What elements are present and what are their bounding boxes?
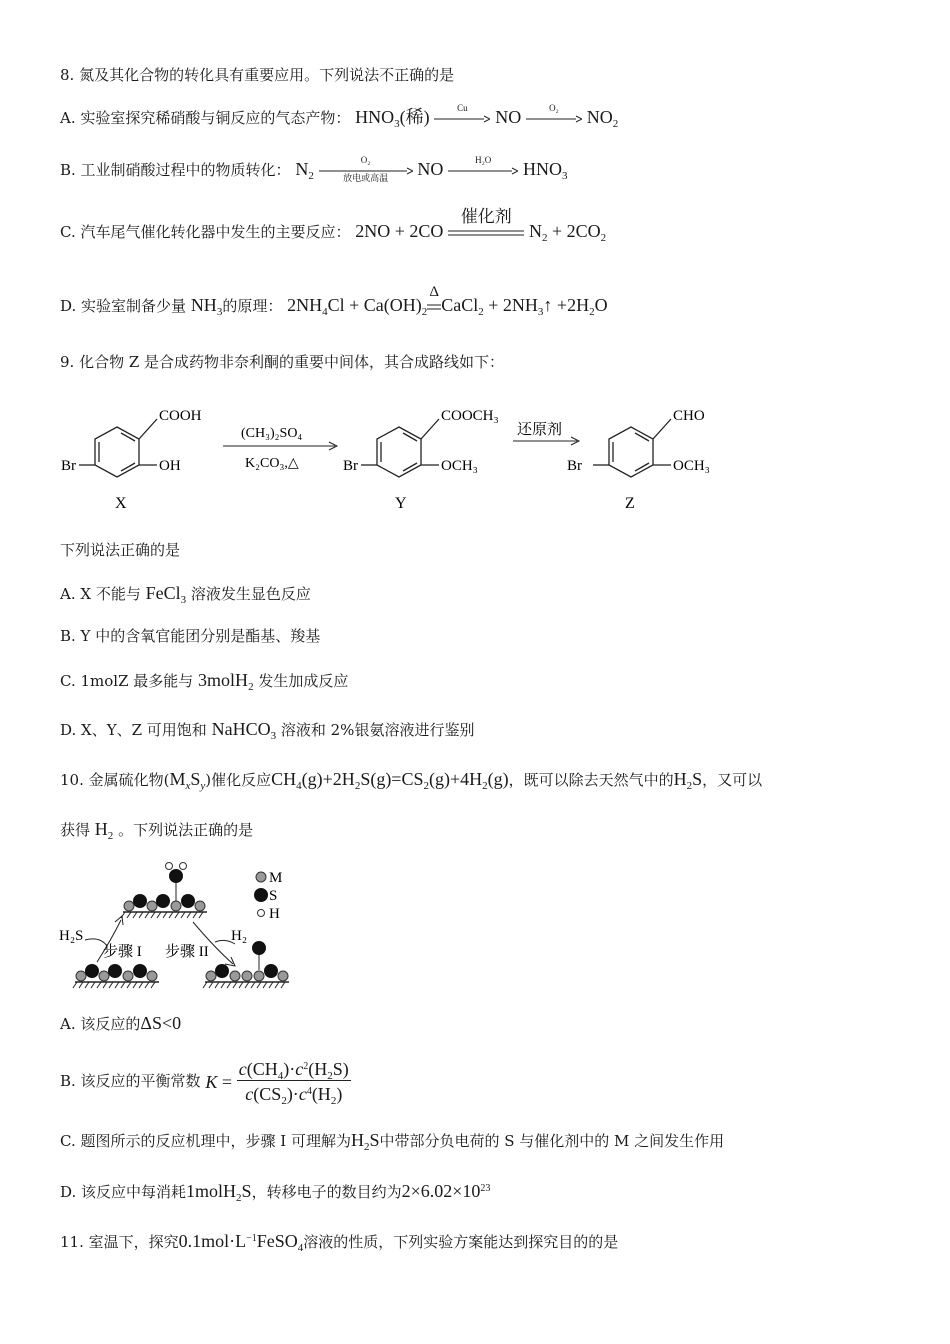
- arrow-o2: O₂: [526, 115, 582, 123]
- surface-left: [73, 964, 159, 988]
- q8-option-b: B. 工业制硝酸过程中的物质转化： $N_2$ O₂ 放电或高温 NO H₂O $HNO_3$: [60, 155, 568, 184]
- equal-heat: Δ: [429, 284, 440, 300]
- x-br: Br: [61, 458, 76, 474]
- q8-option-d: D. 实验室制备少量 $NH_3$的原理： $2NH_4Cl + Ca(OH)_2$ Δ CaCl$_2$ + $2NH_3↑ +2H_2O$: [60, 284, 608, 318]
- q10-option-a: A. 该反应的ΔS<0: [60, 1013, 182, 1033]
- catalyst-mechanism-diagram: [55, 858, 315, 998]
- compound-y-structure: [361, 419, 439, 477]
- q9-option-b: B. Y 中的含氧官能团分别是酯基、羧基: [60, 627, 321, 645]
- q10-option-d: D. 该反应中每消耗1molH$_2$S，转移电子的数目约为$2\times 6.02\times 10^{23}$: [60, 1181, 491, 1204]
- legend-m: M: [269, 870, 283, 886]
- step2-label: 步骤 II: [165, 944, 209, 960]
- q11-stem: 11. 室温下，探究$0.1mol\cdot L^{-1}FeSO_4$溶液的性质，下列实验方案能达到探究目的的是: [60, 1231, 619, 1254]
- reagent-dimethyl-sulfate: (CH₃)₂SO₄: [241, 426, 303, 441]
- y-cooch3: COOCH₃: [441, 408, 499, 424]
- synthesis-route-diagram: [55, 395, 735, 520]
- fig-h2s-label: H₂S: [59, 928, 84, 944]
- reagent-reducing-agent: 还原剂: [517, 422, 563, 438]
- reagent-k2co3: K₂CO₃,△: [245, 456, 299, 471]
- legend-h: H: [269, 906, 280, 922]
- x-oh: OH: [159, 458, 181, 474]
- q10-stem-line1: 10. 金属硫化物$(M_xS_y)$催化反应$CH_4(g)+2H_2S(g)=CS_2(g)+4H_2(g)$，既可以除去天然气中的$H_2S$，又可以: [60, 769, 763, 792]
- equal-catalyst: 催化剂: [460, 207, 512, 227]
- q9-ask: 下列说法正确的是: [60, 541, 181, 559]
- arrow-o2-discharge: O₂ 放电或高温: [319, 167, 413, 175]
- q8-option-c: C. 汽车尾气催化转化器中发生的主要反应： 2NO + 2CO 催化剂 $N_2 + 2CO_2$: [60, 207, 607, 244]
- compound-x-structure: [79, 419, 157, 477]
- q10-stem-line2: 获得 $H_2$ 。下列说法正确的是: [60, 819, 254, 842]
- q9-stem: 9. 化合物 Z 是合成药物非奈利酮的重要中间体，其合成路线如下：: [60, 353, 505, 371]
- label-y: Y: [395, 495, 407, 512]
- surface-top: [121, 863, 207, 919]
- z-br: Br: [567, 458, 582, 474]
- label-x: X: [115, 495, 127, 512]
- y-br: Br: [343, 458, 358, 474]
- label-z: Z: [625, 495, 635, 512]
- step1-label: 步骤 I: [103, 944, 142, 960]
- arrow-h2o: H₂O: [448, 167, 518, 175]
- fig-h2-label: H₂: [231, 928, 248, 944]
- arrow-cu: Cu: [434, 115, 490, 123]
- q9-option-a: A. X 不能与 FeCl$_3$ 溶液发生显色反应: [60, 583, 311, 606]
- compound-z-structure: [593, 419, 671, 477]
- q9-option-c: C. 1molZ 最多能与 3molH$_2$ 发生加成反应: [60, 670, 349, 693]
- q10-option-c: C. 题图所示的反应机理中，步骤 I 可理解为$H_2S$中带部分负电荷的 S 与催化剂中的 M 之间发生作用: [60, 1130, 725, 1153]
- q8-option-a: A. 实验室探究稀硝酸与铜反应的气态产物： $HNO_3$(稀) Cu NO O₂ $NO_2$: [60, 103, 619, 130]
- z-och3: OCH₃: [673, 458, 710, 474]
- q8-stem: 8. 氮及其化合物的转化具有重要应用。下列说法不正确的是: [60, 66, 455, 84]
- z-cho: CHO: [673, 408, 705, 424]
- q10-option-b: B. 该反应的平衡常数 K = $\frac{c(CH_4)\cdot c^2(H_2S)}{c(CS_2)\cdot c^4(H_2)}$: [60, 1059, 349, 1107]
- y-och3: OCH₃: [441, 458, 478, 474]
- legend-s: S: [269, 888, 278, 904]
- q9-option-d: D. X、Y、Z 可用饱和 NaHCO$_3$ 溶液和 2%银氨溶液进行鉴别: [60, 719, 475, 742]
- x-cooh: COOH: [159, 408, 202, 424]
